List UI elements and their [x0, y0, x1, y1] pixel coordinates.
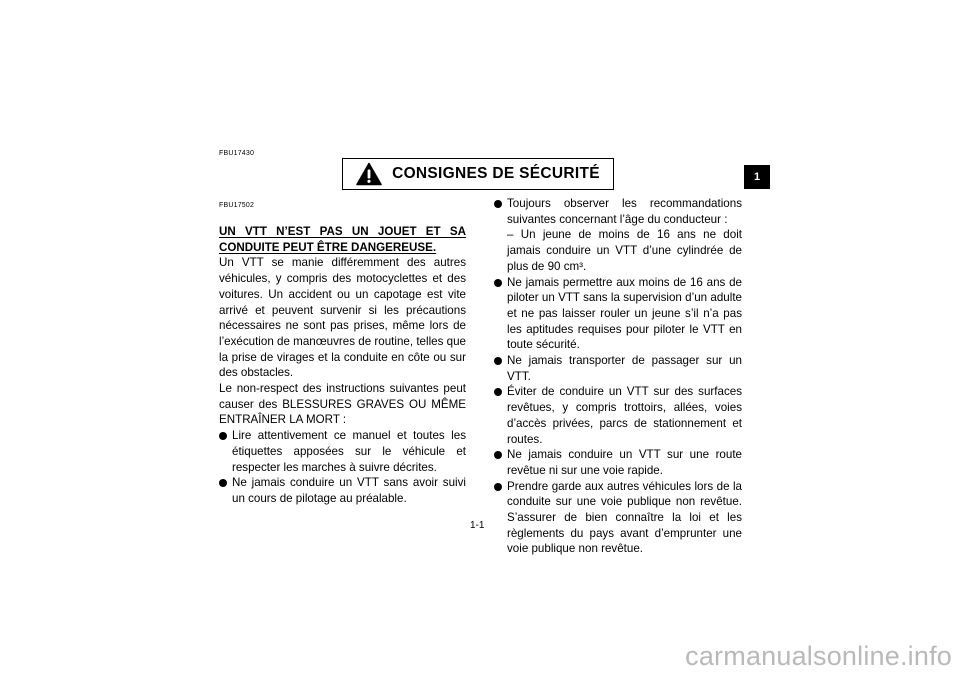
list-item: [219, 475, 466, 506]
bullet-dot-icon: [494, 357, 502, 365]
list-item-text: Ne jamais transporter de passager sur un VTT.: [507, 354, 742, 383]
left-column: [219, 224, 466, 507]
page-title: CONSIGNES DE SÉCURITÉ: [392, 165, 600, 182]
list-item: [494, 353, 742, 384]
list-item-text: Ne jamais conduire un VTT sans avoir suivi un cours de pilotage au préalable.: [232, 476, 466, 505]
watermark-text: carmanualsonline.info: [685, 641, 952, 671]
paragraph-handling: Un VTT se manie différemment des autres véhicules, y compris des motocyclettes et des voitures. Un accident ou un capotage est vite arrivé et peuvent survenir si les précautions nécessaires ne sont pas prises, même lors de l’exécution de manœuvres de routine, telles que la prise de virages et la conduite en côte ou sur des obstacles.: [219, 256, 466, 380]
list-item-text: Lire attentivement ce manuel et toutes les étiquettes apposées sur le véhicule et respecter les marches à suivre décrites.: [232, 429, 466, 474]
paragraph-consequences: Le non-respect des instructions suivantes peut causer des BLESSURES GRAVES OU MÊME ENTRAÎNER LA MORT :: [219, 382, 466, 427]
list-item-text: Éviter de conduire un VTT sur des surfaces revêtues, y compris trottoirs, allées, voies d’accès privées, parcs de stationnement et routes.: [507, 385, 742, 446]
bullet-dot-icon: [494, 279, 502, 287]
warning-triangle-icon: [356, 162, 382, 186]
bullet-dot-icon: [494, 451, 502, 459]
list-item-text: Prendre garde aux autres véhicules lors de la conduite sur une voie publique non revêtue. S’assurer de bien connaître la loi et les règlements du pays avant d’emprunter une voie publique non revêtue.: [507, 479, 742, 556]
chapter-number: 1: [753, 171, 761, 183]
list-item-text: Toujours observer les recommandations suivantes concernant l’âge du conducteur :: [507, 197, 742, 226]
list-item-subtext: – Un jeune de moins de 16 ans ne doit jamais conduire un VTT d’une cylindrée de plus de 90 cm³.: [507, 228, 742, 273]
bullet-dot-icon: [219, 479, 227, 487]
list-item: [494, 479, 742, 558]
chapter-tab: [744, 165, 770, 189]
list-item: [494, 196, 742, 275]
list-item: [494, 447, 742, 478]
section-title-box: [342, 158, 614, 190]
section-code-left: FBU17502: [219, 202, 255, 209]
list-item: [494, 384, 742, 447]
list-item-text: Ne jamais conduire un VTT sur une route revêtue ni sur une voie rapide.: [507, 448, 742, 477]
list-item-text: Ne jamais permettre aux moins de 16 ans de piloter un VTT sans la supervision d’un adulte et ne pas laisser rouler un jeune s’il n’a pas les aptitudes requises pour piloter le VTT en toute sécurité.: [507, 275, 742, 352]
bullet-dot-icon: [494, 388, 502, 396]
bullet-dot-icon: [494, 200, 502, 208]
warning-heading: UN VTT N’EST PAS UN JOUET ET SA CONDUITE PEUT ÊTRE DANGEREUSE.: [219, 225, 466, 254]
page-number: 1-1: [470, 520, 485, 531]
right-column: [494, 196, 742, 557]
list-item: [494, 275, 742, 354]
list-item: [219, 428, 466, 475]
section-code-top: FBU17430: [219, 150, 255, 157]
bullet-dot-icon: [219, 432, 227, 440]
bullet-dot-icon: [494, 483, 502, 491]
